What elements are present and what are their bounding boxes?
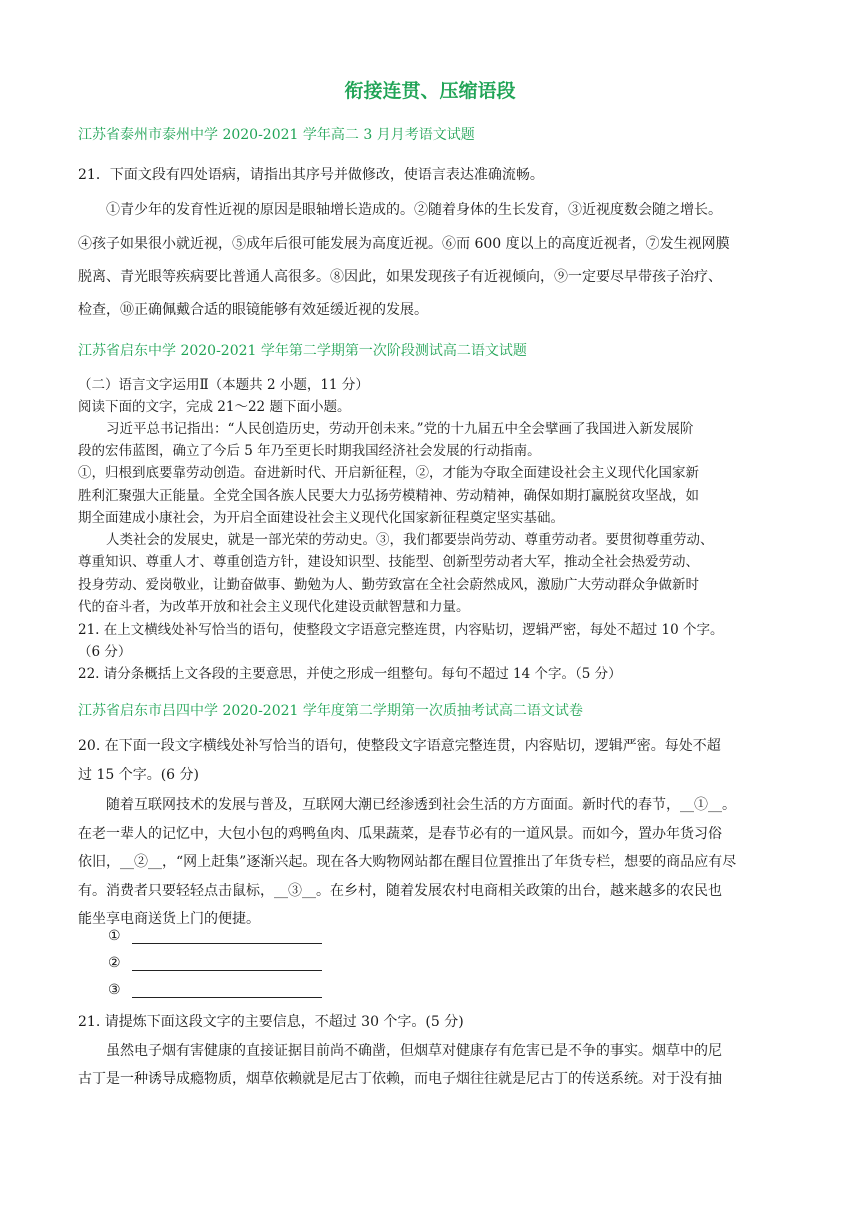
passage-line: 依旧，__②__，“网上赶集”逐渐兴起。现在各大购物网站都在醒目位置推出了年货专栏，想要的商品应有尽 — [78, 854, 737, 870]
answer-line[interactable] — [132, 929, 322, 944]
passage-line: 胜利汇聚强大正能量。全党全国各族人民要大力弘扬劳模精神、劳动精神，确保如期打赢脱贫攻坚战，如 — [78, 488, 699, 504]
passage-line: 在老一辈人的记忆中，大包小包的鸡鸭鱼肉、瓜果蔬菜，是春节必有的一道风景。而如今，置办年货习俗 — [78, 826, 722, 842]
source-heading-3: 江苏省启东市吕四中学 2020-2021 学年度第二学期第一次质抽考试高二语文试卷 — [78, 703, 583, 719]
passage-line: 人类社会的发展史，就是一部光荣的劳动史。③，我们都要崇尚劳动、尊重劳动者。要贯彻尊重劳动、 — [106, 532, 714, 548]
answer-line[interactable] — [132, 956, 322, 971]
answer-blank-3[interactable] — [108, 982, 322, 998]
passage-line: 阅读下面的文字，完成 21～22 题下面小题。 — [78, 399, 351, 415]
passage-line: 虽然电子烟有害健康的直接证据目前尚不确凿，但烟草对健康存有危害已是不争的事实。烟草中的尼 — [106, 1043, 722, 1059]
question-21-score: （6 分） — [78, 644, 132, 660]
answer-blank-2[interactable] — [108, 955, 322, 971]
passage-line: 期全面建成小康社会，为开启全面建设社会主义现代化国家新征程奠定坚实基础。 — [78, 510, 564, 526]
passage-line: 尊重知识、尊重人才、尊重创造方针，建设知识型、技能型、创新型劳动者大军，推动全社会热爱劳动、 — [78, 554, 699, 570]
passage-line: 检查，⑩正确佩戴合适的眼镜能够有效延缓近视的发展。 — [78, 302, 428, 318]
blank-number: ② — [108, 955, 121, 971]
passage-line: 代的奋斗者，为改革开放和社会主义现代化建设贡献智慧和力量。 — [78, 599, 470, 615]
blank-number: ① — [108, 928, 121, 944]
passage-line: 随着互联网技术的发展与普及，互联网大潮已经渗透到社会生活的方方面面。新时代的春节，__①__。 — [106, 797, 736, 813]
passage-line: 段的宏伟蓝图，确立了今后 5 年乃至更长时期我国经济社会发展的行动指南。 — [78, 443, 541, 459]
question-21-prompt: 21. 在上文横线处补写恰当的语句，使整段文字语意完整连贯，内容贴切，逻辑严密，每处不超过 10 个字。 — [78, 622, 724, 638]
source-heading-2: 江苏省启东中学 2020-2021 学年第二学期第一次阶段测试高二语文试题 — [78, 343, 527, 359]
answer-blank-1[interactable] — [108, 928, 322, 944]
page-title: 衔接连贯、压缩语段 — [344, 80, 516, 102]
passage-line: 有。消费者只要轻轻点击鼠标，__③__。在乡村，随着发展农村电商相关政策的出台，越来越多的农民也 — [78, 883, 722, 899]
passage-line: 能坐享电商送货上门的便捷。 — [78, 911, 260, 927]
passage-line: 脱离、青光眼等疾病要比普通人高很多。⑧因此，如果发现孩子有近视倾向，⑨一定要尽早带孩子治疗、 — [78, 269, 722, 285]
answer-line[interactable] — [132, 983, 322, 998]
question-21-prompt: 21. 请提炼下面这段文字的主要信息，不超过 30 个字。(5 分) — [78, 1014, 464, 1030]
question-22-prompt: 22. 请分条概括上文各段的主要意思，并使之形成一组整句。每句不超过 14 个字。（5 分） — [78, 666, 622, 682]
blank-number: ③ — [108, 982, 121, 998]
passage-line: ④孩子如果很小就近视，⑤成年后很可能发展为高度近视。⑥而 600 度以上的高度近视者，⑦发生视网膜 — [78, 236, 730, 252]
passage-line: 古丁是一种诱导成瘾物质，烟草依赖就是尼古丁依赖，而电子烟往往就是尼古丁的传送系统。对于没有抽 — [78, 1071, 722, 1087]
question-20-prompt-cont: 过 15 个字。(6 分) — [78, 767, 199, 783]
passage-line: 投身劳动、爱岗敬业，让勤奋做事、勤勉为人、勤劳致富在全社会蔚然成风，激励广大劳动群众争做新时 — [78, 577, 699, 593]
source-heading-1: 江苏省泰州市泰州中学 2020-2021 学年高二 3 月月考语文试题 — [78, 127, 475, 143]
passage-line: （二）语言文字运用Ⅱ（本题共 2 小题，11 分） — [78, 377, 369, 393]
passage-line: 习近平总书记指出：“人民创造历史，劳动开创未来。”党的十九届五中全会擘画了我国进入新发展阶 — [106, 421, 694, 437]
question-21-prompt: 21．下面文段有四处语病，请指出其序号并做修改，使语言表达准确流畅。 — [78, 167, 544, 183]
passage-line: ①青少年的发育性近视的原因是眼轴增长造成的。②随着身体的生长发育，③近视度数会随之增长。 — [106, 202, 722, 218]
passage-line: ①，归根到底要靠劳动创造。奋进新时代、开启新征程，②，才能为夺取全面建设社会主义现代化国家新 — [78, 465, 699, 481]
question-20-prompt: 20. 在下面一段文字横线处补写恰当的语句，使整段文字语意完整连贯，内容贴切，逻辑严密。每处不超 — [78, 738, 721, 754]
